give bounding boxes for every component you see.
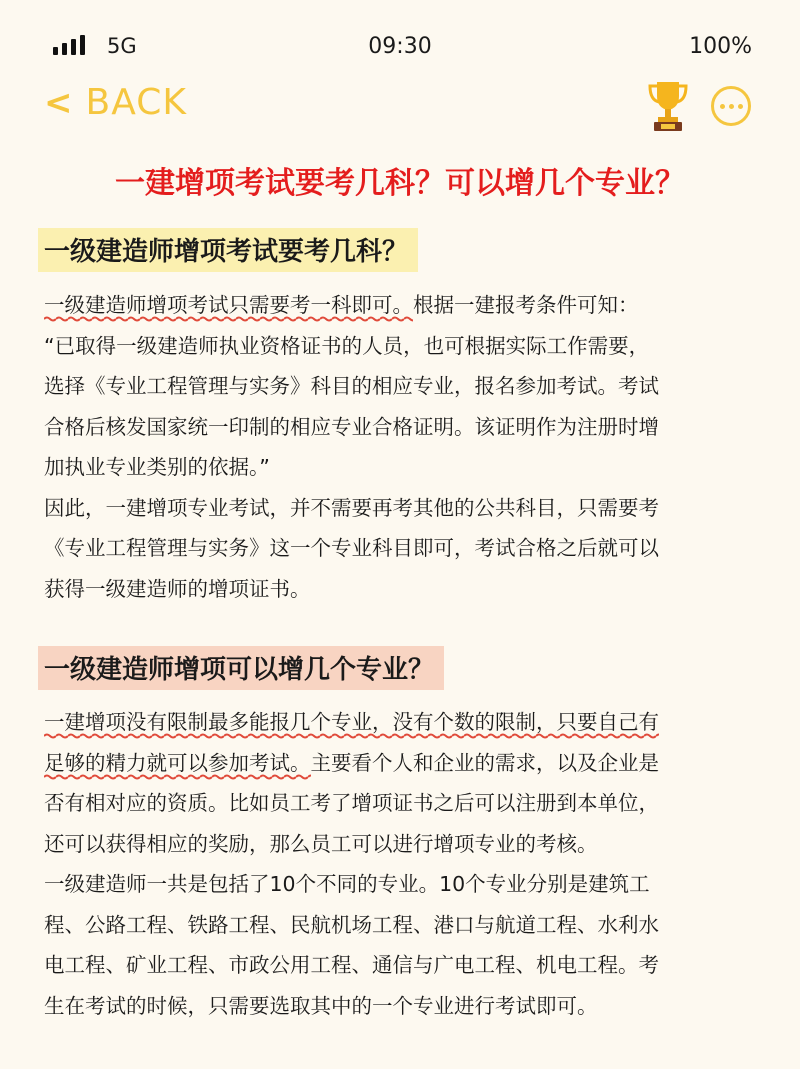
section2-line: 电工程、矿业工程、市政公用工程、通信与广电工程、机电工程。考 [44, 953, 659, 977]
section2-line [44, 702, 760, 743]
more-dot [738, 104, 743, 109]
section1-heading: 一级建造师增项考试要考几科？ [38, 228, 418, 272]
section2-line: 否有相对应的资质。比如员工考了增项证书之后可以注册到本单位， [44, 791, 659, 815]
network-type: 5G [107, 34, 137, 58]
underlined-text: 一级建造师增项考试只需要考一科即可。 [44, 293, 413, 322]
section2-body [44, 702, 760, 1026]
section2-heading: 一级建造师增项可以增几个专业？ [38, 646, 444, 690]
underlined-text: 足够的精力就可以参加考试。 [44, 751, 311, 780]
section1-line: 《专业工程管理与实务》这一个专业科目即可，考试合格之后就可以 [44, 536, 659, 560]
section2-line: 程、公路工程、铁路工程、民航机场工程、港口与航道工程、水利水 [44, 912, 659, 937]
text-span: 根据一建报考条件可知： [413, 293, 639, 317]
section2-line: 生在考试的时候，只需要选取其中的一个专业进行考试即可。 [44, 993, 598, 1018]
underlined-text: 一建增项没有限制最多能报几个专业，没有个数的限制，只要自己有 [44, 710, 659, 739]
top-nav [0, 78, 800, 134]
section2-line: 还可以获得相应的奖励，那么员工可以进行增项专业的考核。 [44, 831, 598, 856]
section1-line: 加执业专业类别的依据。” [44, 455, 270, 479]
section1-line: “已取得一级建造师执业资格证书的人员，也可根据实际工作需要， [44, 333, 650, 358]
more-dot [720, 104, 725, 109]
section1-line [44, 285, 760, 326]
section1-body [44, 285, 760, 609]
back-label: BACK [85, 82, 187, 123]
section2-line [44, 743, 760, 784]
chevron-left-icon: < [44, 82, 74, 123]
trophy-icon[interactable] [646, 78, 690, 132]
back-button[interactable] [44, 82, 187, 123]
section1-line: 获得一级建造师的增项证书。 [44, 576, 311, 601]
battery-level: 100% [689, 34, 752, 59]
text-span: 主要看个人和企业的需求，以及企业是 [310, 750, 659, 775]
section2-line: 一级建造师一共是包括了10个不同的专业。10个专业分别是建筑工 [44, 872, 650, 896]
more-dot [729, 104, 734, 109]
section1-line: 选择《专业工程管理与实务》科目的相应专业，报名参加考试。考试 [44, 374, 659, 398]
more-button[interactable] [711, 86, 751, 126]
section1-line: 因此，一建增项专业考试，并不需要再考其他的公共科目，只需要考 [44, 495, 659, 520]
section1-line: 合格后核发国家统一印制的相应专业合格证明。该证明作为注册时增 [44, 414, 659, 439]
clock: 09:30 [368, 34, 432, 59]
article-title: 一建增项考试要考几科？可以增几个专业？ [115, 166, 685, 201]
